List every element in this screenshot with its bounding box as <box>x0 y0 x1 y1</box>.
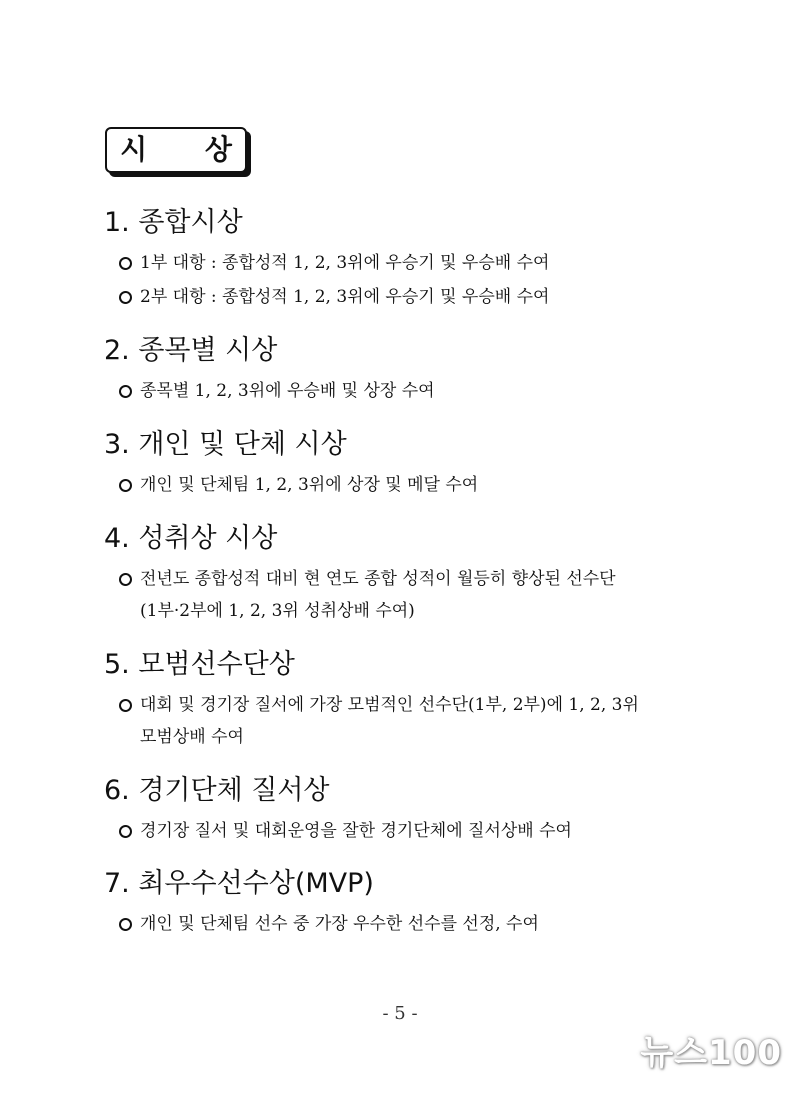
item-text: 2부 대항 : 종합성적 1, 2, 3위에 우승기 및 우승배 수여 <box>140 287 550 307</box>
item-text: 대회 및 경기장 질서에 가장 모범적인 선수단(1부, 2부)에 1, 2, 3위 <box>140 695 639 715</box>
section-overall-award <box>104 205 704 313</box>
section-model-team-award <box>104 647 704 753</box>
section-heading: 5. 모범선수단상 <box>104 649 295 680</box>
title-box <box>105 127 256 173</box>
list-item <box>104 469 704 501</box>
section-mvp-award <box>104 866 704 940</box>
section-heading: 3. 개인 및 단체 시상 <box>104 429 347 460</box>
section-heading: 6. 경기단체 질서상 <box>104 775 330 806</box>
item-text: 종목별 1, 2, 3위에 우승배 및 상장 수여 <box>140 381 435 401</box>
list-item <box>104 563 704 627</box>
list-item <box>104 375 704 407</box>
circle-bullet-icon <box>119 825 132 838</box>
section-event-award <box>104 333 704 407</box>
section-achievement-award <box>104 521 704 627</box>
circle-bullet-icon <box>119 385 132 398</box>
circle-bullet-icon <box>119 573 132 586</box>
item-text: 전년도 종합성적 대비 현 연도 종합 성적이 월등히 향상된 선수단 <box>140 569 616 589</box>
circle-bullet-icon <box>119 918 132 931</box>
list-item <box>104 281 704 313</box>
page-title: 시 상 <box>120 133 256 166</box>
item-text: 경기장 질서 및 대회운영을 잘한 경기단체에 질서상배 수여 <box>140 821 572 841</box>
list-item <box>104 247 704 279</box>
list-item <box>104 908 704 940</box>
section-heading: 1. 종합시상 <box>104 207 243 238</box>
section-heading: 7. 최우수선수상(MVP) <box>104 868 374 899</box>
list-item <box>104 689 704 753</box>
section-heading: 4. 성취상 시상 <box>104 523 278 554</box>
circle-bullet-icon <box>119 291 132 304</box>
watermark-logo: 뉴스100 <box>640 1033 782 1073</box>
section-order-award <box>104 773 704 847</box>
item-text: 개인 및 단체팀 1, 2, 3위에 상장 및 메달 수여 <box>140 475 479 495</box>
section-individual-team-award <box>104 427 704 501</box>
list-item <box>104 815 704 847</box>
item-text: 1부 대항 : 종합성적 1, 2, 3위에 우승기 및 우승배 수여 <box>140 253 550 273</box>
section-heading: 2. 종목별 시상 <box>104 335 278 366</box>
circle-bullet-icon <box>119 479 132 492</box>
circle-bullet-icon <box>119 257 132 270</box>
item-text-continued: (1부·2부에 1, 2, 3위 성취상배 수여) <box>140 601 415 621</box>
item-text: 개인 및 단체팀 선수 중 가장 우수한 선수를 선정, 수여 <box>140 914 539 934</box>
item-text-continued: 모범상배 수여 <box>140 727 244 747</box>
circle-bullet-icon <box>119 699 132 712</box>
page-number: - 5 - <box>382 1003 418 1024</box>
